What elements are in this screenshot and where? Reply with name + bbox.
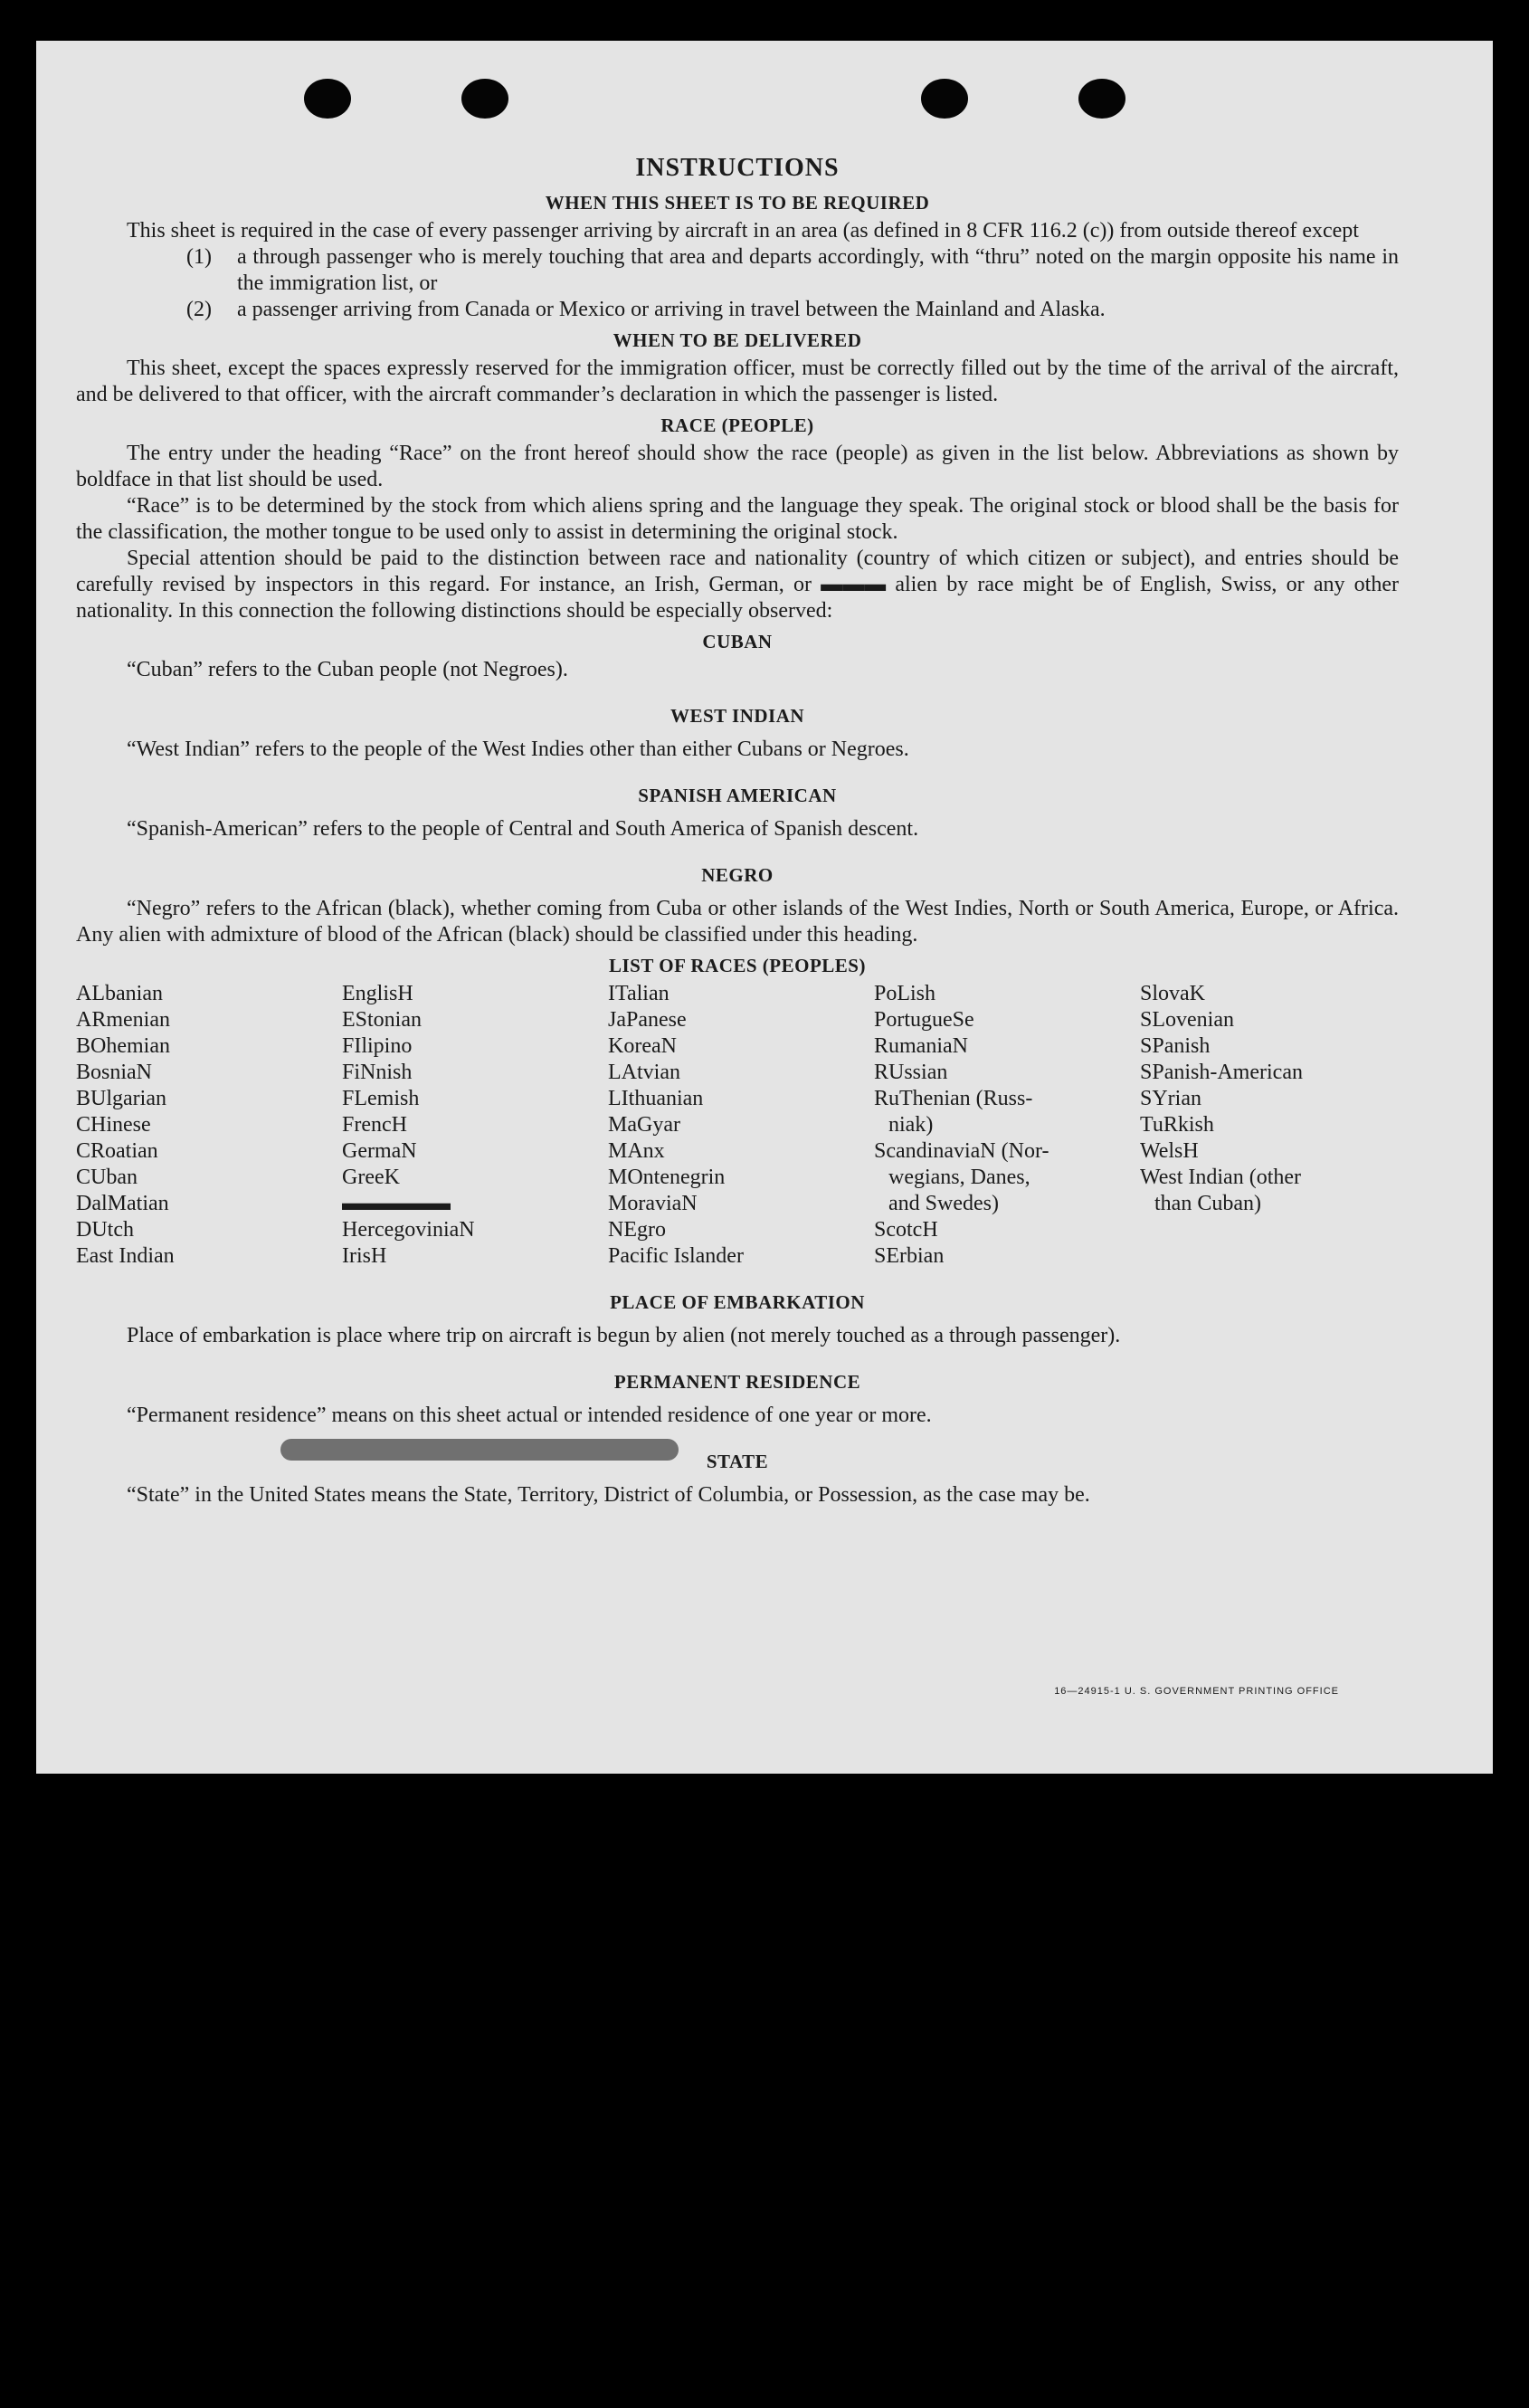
race-entry: CHinese xyxy=(76,1113,151,1137)
race-entry: PortugueSe xyxy=(874,1008,974,1032)
race-entry: EnglisH xyxy=(342,982,413,1005)
race-entry: CUban xyxy=(76,1166,138,1189)
paragraph: “Race” is to be determined by the stock from which aliens spring and the language they speak. The original stock or blood shall be the basis for the classification, the mother tongue to be used only to assist in determining the original stock. xyxy=(76,494,1399,544)
item-text: a through passenger who is merely touching that area and departs accordingly, with “thru” noted on the margin opposite his name in the immigration list, or xyxy=(237,245,1399,295)
race-entry: NEgro xyxy=(608,1218,666,1242)
race-entry: KoreaN xyxy=(608,1034,677,1058)
race-entry: MOntenegrin xyxy=(608,1166,726,1189)
race-entry: GermaN xyxy=(342,1139,417,1163)
instructions-content xyxy=(76,154,1399,1509)
race-entry: SLovenian xyxy=(1140,1008,1234,1032)
race-entry: FLemish xyxy=(342,1087,420,1110)
race-entry: DUtch xyxy=(76,1218,134,1242)
race-entry: LIthuanian xyxy=(608,1087,704,1110)
paragraph: “Negro” refers to the African (black), whether coming from Cuba or other islands of the West Indies, North or South America, Europe, or Africa. Any alien with admixture of blood of the African (black) should be classified under this heading. xyxy=(76,897,1399,947)
race-entry: SErbian xyxy=(874,1244,945,1268)
race-entry: FrencH xyxy=(342,1113,407,1137)
section-heading: WEST INDIAN xyxy=(670,705,805,727)
race-entry: ALbanian xyxy=(76,982,163,1005)
section-heading: NEGRO xyxy=(701,864,774,886)
punch-hole xyxy=(921,79,968,119)
race-column xyxy=(76,981,342,1270)
punch-hole xyxy=(304,79,351,119)
item-number: (2) xyxy=(186,298,212,321)
race-entry: FiNnish xyxy=(342,1061,413,1084)
race-entry: CRoatian xyxy=(76,1139,158,1163)
paragraph: This sheet is required in the case of every passenger arriving by aircraft in an area (as defined in 8 CFR 116.2 (c)) from outside thereof except xyxy=(127,219,1359,243)
race-entry: WelsH xyxy=(1140,1139,1199,1163)
item-text: a passenger arriving from Canada or Mexico or arriving in travel between the Mainland and Alaska. xyxy=(237,298,1106,321)
section-heading: RACE (PEOPLE) xyxy=(660,414,814,436)
race-entry: DalMatian xyxy=(76,1192,169,1215)
list-item xyxy=(76,297,1399,323)
paragraph: “West Indian” refers to the people of the West Indies other than either Cubans or Negroes. xyxy=(127,738,909,761)
section-heading: STATE xyxy=(706,1451,769,1472)
paragraph: Special attention should be paid to the distinction between race and nationality (country of which citizen or subject), and entries should be carefully revised by inspectors in this regard. For instance, an Irish, German, or ▬▬▬ alien by race might be of English, Swiss, or any other nationality. In this connection the following distinctions should be especially observed: xyxy=(76,547,1399,623)
race-entry: SPanish xyxy=(1140,1034,1211,1058)
race-entry: IrisH xyxy=(342,1244,387,1268)
section-heading: WHEN THIS SHEET IS TO BE REQUIRED xyxy=(545,192,930,214)
race-entry: PoLish xyxy=(874,982,936,1005)
paragraph: “Permanent residence” means on this sheet actual or intended residence of one year or more. xyxy=(127,1404,932,1427)
race-entry: ARmenian xyxy=(76,1008,170,1032)
paragraph: “Cuban” refers to the Cuban people (not Negroes). xyxy=(127,658,568,681)
paragraph: “Spanish-American” refers to the people of Central and South America of Spanish descent. xyxy=(127,817,919,841)
race-entry: RUssian xyxy=(874,1061,948,1084)
item-number: (1) xyxy=(186,245,212,269)
race-list xyxy=(76,981,1399,1270)
race-entry: BOhemian xyxy=(76,1034,170,1058)
race-entry: East Indian xyxy=(76,1244,175,1268)
section-heading: SPANISH AMERICAN xyxy=(638,785,837,806)
list-item xyxy=(76,244,1399,297)
race-entry: West Indian (other xyxy=(1140,1166,1302,1189)
race-column xyxy=(1140,981,1399,1270)
race-entry-continued: and Swedes) xyxy=(888,1192,999,1215)
race-entry: EStonian xyxy=(342,1008,422,1032)
race-entry: ITalian xyxy=(608,982,670,1005)
race-column xyxy=(342,981,608,1270)
paragraph: “State” in the United States means the State, Territory, District of Columbia, or Possession, as the case may be. xyxy=(127,1483,1090,1507)
race-column xyxy=(874,981,1140,1270)
race-column xyxy=(608,981,874,1270)
race-entry: SlovaK xyxy=(1140,982,1205,1005)
section-heading: CUBAN xyxy=(702,631,773,652)
race-entry: HercegoviniaN xyxy=(342,1218,475,1242)
section-heading: WHEN TO BE DELIVERED xyxy=(613,329,862,351)
race-entry: Pacific Islander xyxy=(608,1244,744,1268)
paragraph: This sheet, except the spaces expressly reserved for the immigration officer, must be correctly filled out by the time of the arrival of the aircraft, and be delivered to that officer, with the aircraft commander’s declaration in which the passenger is listed. xyxy=(76,357,1399,406)
race-entry: MoraviaN xyxy=(608,1192,698,1215)
race-entry: JaPanese xyxy=(608,1008,687,1032)
punch-hole xyxy=(1078,79,1125,119)
paragraph: The entry under the heading “Race” on the front hereof should show the race (people) as given in the list below. Abbreviations as shown by boldface in that list should be used. xyxy=(76,442,1399,491)
race-entry: BosniaN xyxy=(76,1061,152,1084)
race-entry: ScandinaviaN (Nor- xyxy=(874,1139,1049,1163)
race-entry: MaGyar xyxy=(608,1113,680,1137)
printer-imprint: 16—24915-1 U. S. GOVERNMENT PRINTING OFFICE xyxy=(1054,1686,1339,1697)
race-entry: SYrian xyxy=(1140,1087,1201,1110)
race-entry: LAtvian xyxy=(608,1061,680,1084)
race-entry-continued: wegians, Danes, xyxy=(888,1166,1030,1189)
redaction-smudge xyxy=(280,1439,679,1461)
section-heading: LIST OF RACES (PEOPLES) xyxy=(609,955,866,976)
race-entry: TuRkish xyxy=(1140,1113,1214,1137)
race-entry: MAnx xyxy=(608,1139,665,1163)
race-entry: GreeK xyxy=(342,1166,400,1189)
race-entry-continued: than Cuban) xyxy=(1154,1192,1261,1215)
race-entry-continued: niak) xyxy=(888,1113,934,1137)
race-entry: BUlgarian xyxy=(76,1087,166,1110)
document-sheet xyxy=(36,41,1493,1774)
race-entry: ScotcH xyxy=(874,1218,938,1242)
redacted-race-entry: ▬▬▬▬▬ xyxy=(342,1192,451,1215)
race-entry: RumaniaN xyxy=(874,1034,968,1058)
section-heading: PERMANENT RESIDENCE xyxy=(613,1371,861,1393)
punch-hole xyxy=(461,79,508,119)
page-title: INSTRUCTIONS xyxy=(635,154,840,182)
race-entry: RuThenian (Russ- xyxy=(874,1087,1033,1110)
race-entry: SPanish-American xyxy=(1140,1061,1303,1084)
race-entry: FIlipino xyxy=(342,1034,413,1058)
section-heading: PLACE OF EMBARKATION xyxy=(610,1291,865,1313)
paragraph: Place of embarkation is place where trip on aircraft is begun by alien (not merely touched as a through passenger). xyxy=(127,1324,1121,1347)
